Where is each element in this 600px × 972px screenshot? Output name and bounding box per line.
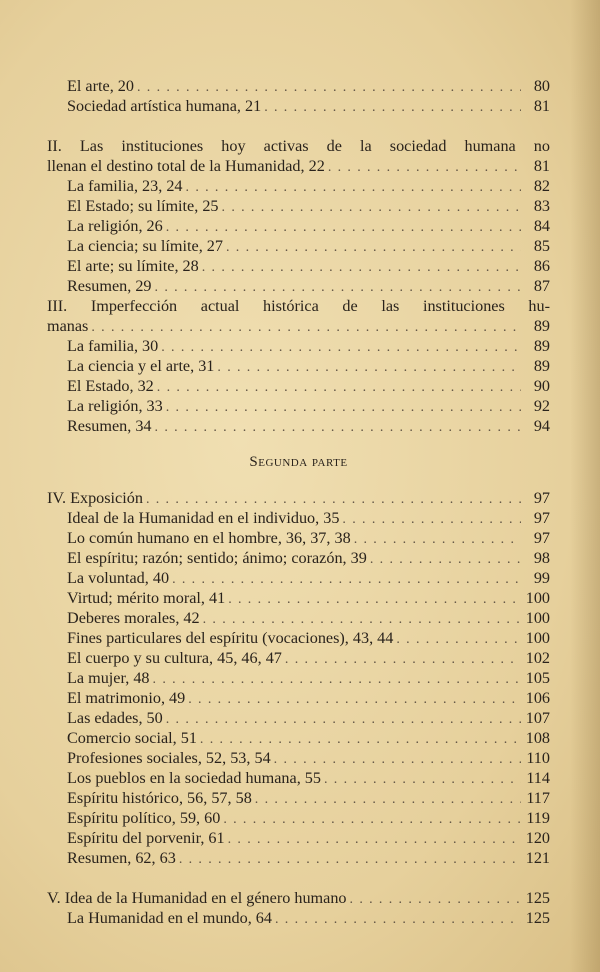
toc-entry-label: IV. Exposición xyxy=(47,489,143,507)
toc-entry-label: Profesiones sociales, 52, 53, 54 xyxy=(67,749,271,767)
toc-entry xyxy=(47,708,550,728)
toc-entry-page: 125 xyxy=(525,889,550,907)
toc-entry-page: 89 xyxy=(533,357,550,375)
toc-entry-page: 81 xyxy=(533,157,550,175)
toc-entry-label: La familia, 30 xyxy=(67,337,159,355)
toc-entry xyxy=(47,588,550,608)
toc-entry-page: 105 xyxy=(525,669,550,687)
toc-entry xyxy=(47,748,550,768)
leader-dots xyxy=(255,790,521,810)
chapter-heading-line xyxy=(47,316,550,336)
toc-entry-page: 125 xyxy=(525,909,550,927)
leader-dots xyxy=(157,378,521,398)
toc-entry xyxy=(47,848,550,868)
toc-entry-page: 121 xyxy=(525,849,550,867)
toc-entry-page: 80 xyxy=(533,77,550,95)
leader-dots xyxy=(264,98,521,118)
toc-entry-label: El matrimonio, 49 xyxy=(67,689,186,707)
chapter-iv-items xyxy=(47,508,550,868)
leader-dots xyxy=(188,690,521,710)
section-heading: Segunda parte xyxy=(249,454,348,470)
toc-entry-label: La voluntad, 40 xyxy=(67,569,170,587)
leader-dots xyxy=(146,490,521,510)
leader-dots xyxy=(155,278,521,298)
toc-entry-page: 94 xyxy=(533,417,550,435)
chapter-heading-line: III. Imperfección actual histórica de las instituciones hu- xyxy=(47,297,550,315)
toc-entry xyxy=(47,416,550,436)
toc-entry-page: 81 xyxy=(533,97,550,115)
toc-entry-page: 84 xyxy=(533,217,550,235)
toc-entry xyxy=(47,688,550,708)
toc-entry xyxy=(47,628,550,648)
toc-entry-label: Los pueblos en la sociedad humana, 55 xyxy=(67,769,321,787)
chapter-heading-iv xyxy=(47,488,550,508)
leader-dots xyxy=(342,510,521,530)
toc-entry-label: La ciencia; su límite, 27 xyxy=(67,237,223,255)
leader-dots xyxy=(91,318,521,338)
leader-dots xyxy=(354,530,521,550)
toc-entry-page: 90 xyxy=(533,377,550,395)
toc-entry xyxy=(47,196,550,216)
toc-entry xyxy=(47,76,550,96)
toc-entry xyxy=(47,808,550,828)
toc-entry xyxy=(47,668,550,688)
leader-dots xyxy=(166,218,521,238)
toc-entry-label: La religión, 26 xyxy=(67,217,163,235)
toc-entry-label: llenan el destino total de la Humanidad, 22 xyxy=(47,157,325,175)
table-of-contents xyxy=(47,76,550,928)
toc-entry xyxy=(47,276,550,296)
toc-entry-page: 97 xyxy=(533,509,550,527)
toc-entry-page: 120 xyxy=(525,829,550,847)
toc-entry-label: Espíritu histórico, 56, 57, 58 xyxy=(67,789,252,807)
toc-entry-page: 106 xyxy=(525,689,550,707)
leader-dots xyxy=(324,770,521,790)
page-edge-shadow xyxy=(570,0,600,972)
leader-dots xyxy=(137,78,521,98)
toc-entry-page: 110 xyxy=(526,749,550,767)
leader-dots xyxy=(370,550,521,570)
toc-entry-label: El espíritu; razón; sentido; ánimo; corazón, 39 xyxy=(67,549,367,567)
toc-entry-page: 89 xyxy=(533,317,550,335)
toc-entry xyxy=(47,828,550,848)
toc-entry-label: V. Idea de la Humanidad en el género humano xyxy=(47,889,347,907)
chapter-ii-items xyxy=(47,176,550,296)
leader-dots xyxy=(275,910,521,930)
toc-entry xyxy=(47,356,550,376)
toc-entry-page: 85 xyxy=(533,237,550,255)
toc-entry-page: 119 xyxy=(526,809,550,827)
toc-entry-label: La religión, 33 xyxy=(67,397,163,415)
toc-entry-page: 92 xyxy=(533,397,550,415)
toc-entry-label: Deberes morales, 42 xyxy=(67,609,200,627)
toc-entry-page: 100 xyxy=(525,629,550,647)
toc-entry xyxy=(47,568,550,588)
leader-dots xyxy=(222,198,521,218)
toc-entry-page: 107 xyxy=(525,709,550,727)
toc-entry-label: El Estado, 32 xyxy=(67,377,154,395)
chapter-heading-ii xyxy=(47,136,550,176)
toc-entry-page: 89 xyxy=(533,337,550,355)
leader-dots xyxy=(153,670,521,690)
toc-entry-label: Virtud; mérito moral, 41 xyxy=(67,589,226,607)
leader-dots xyxy=(166,398,521,418)
toc-entry-page: 86 xyxy=(533,257,550,275)
toc-entry-label: Ideal de la Humanidad en el individuo, 35 xyxy=(67,509,340,527)
leader-dots xyxy=(179,850,521,870)
leader-dots xyxy=(396,630,521,650)
leader-dots xyxy=(186,178,521,198)
toc-entry-label: El Estado; su límite, 25 xyxy=(67,197,219,215)
toc-entry-page: 97 xyxy=(533,489,550,507)
toc-entry-label: El arte; su límite, 28 xyxy=(67,257,199,275)
toc-entry-label: Espíritu político, 59, 60 xyxy=(67,809,221,827)
toc-entry xyxy=(47,908,550,928)
toc-entry xyxy=(47,608,550,628)
toc-entry-page: 82 xyxy=(533,177,550,195)
toc-entry xyxy=(47,508,550,528)
chapter-heading-iii xyxy=(47,296,550,336)
toc-entry xyxy=(47,548,550,568)
leader-dots xyxy=(166,710,521,730)
leader-dots xyxy=(350,890,521,910)
leader-dots xyxy=(228,590,521,610)
toc-entry-page: 108 xyxy=(525,729,550,747)
toc-entry xyxy=(47,528,550,548)
chapter-heading-line: II. Las instituciones hoy activas de la sociedad humana no xyxy=(47,137,550,155)
chapter-heading-v xyxy=(47,888,550,908)
toc-entry-page: 98 xyxy=(533,549,550,567)
toc-entry-label: Resumen, 34 xyxy=(67,417,152,435)
toc-entry-page: 117 xyxy=(526,789,550,807)
toc-entry xyxy=(47,96,550,116)
toc-entry xyxy=(47,176,550,196)
toc-entry xyxy=(47,216,550,236)
toc-entry-label: Resumen, 29 xyxy=(67,277,152,295)
toc-entry-label: La mujer, 48 xyxy=(67,669,150,687)
leader-dots xyxy=(155,418,521,438)
toc-entry-label: Espíritu del porvenir, 61 xyxy=(67,829,225,847)
toc-entry xyxy=(47,728,550,748)
toc-entry-page: 87 xyxy=(533,277,550,295)
leader-dots xyxy=(161,338,521,358)
leader-dots xyxy=(202,258,521,278)
leader-dots xyxy=(328,158,521,178)
leader-dots xyxy=(203,610,521,630)
leader-dots xyxy=(200,730,521,750)
toc-entry-page: 97 xyxy=(533,529,550,547)
leader-dots xyxy=(217,358,521,378)
toc-entry xyxy=(47,648,550,668)
toc-entry-page: 114 xyxy=(526,769,550,787)
toc-entry-page: 99 xyxy=(533,569,550,587)
toc-entry-label: manas xyxy=(47,317,89,335)
toc-entry xyxy=(47,788,550,808)
toc-entry xyxy=(47,768,550,788)
toc-entry-page: 83 xyxy=(533,197,550,215)
toc-entry-label: El arte, 20 xyxy=(67,77,134,95)
leader-dots xyxy=(172,570,521,590)
toc-entry-page: 102 xyxy=(525,649,550,667)
leader-dots xyxy=(274,750,521,770)
toc-entry-label: Sociedad artística humana, 21 xyxy=(67,97,262,115)
toc-entry-page: 100 xyxy=(525,609,550,627)
leader-dots xyxy=(223,810,521,830)
chapter-heading-line xyxy=(47,156,550,176)
leader-dots xyxy=(285,650,521,670)
toc-entry-label: Las edades, 50 xyxy=(67,709,163,727)
toc-entry-label: Resumen, 62, 63 xyxy=(67,849,176,867)
toc-entry xyxy=(47,236,550,256)
chapter-v-items xyxy=(47,908,550,928)
leader-dots xyxy=(226,238,521,258)
toc-entry-label: El cuerpo y su cultura, 45, 46, 47 xyxy=(67,649,282,667)
toc-entry-label: La familia, 23, 24 xyxy=(67,177,183,195)
toc-entry xyxy=(47,396,550,416)
leader-dots xyxy=(228,830,521,850)
chapter-iii-items xyxy=(47,336,550,436)
toc-entry xyxy=(47,256,550,276)
toc-entry-label: Comercio social, 51 xyxy=(67,729,197,747)
toc-entry-label: Lo común humano en el hombre, 36, 37, 38 xyxy=(67,529,351,547)
toc-entry xyxy=(47,376,550,396)
toc-entry xyxy=(47,336,550,356)
toc-entry-label: La ciencia y el arte, 31 xyxy=(67,357,215,375)
toc-entry-page: 100 xyxy=(525,589,550,607)
toc-entry-label: La Humanidad en el mundo, 64 xyxy=(67,909,272,927)
toc-entry-label: Fines particulares del espíritu (vocaciones), 43, 44 xyxy=(67,629,394,647)
